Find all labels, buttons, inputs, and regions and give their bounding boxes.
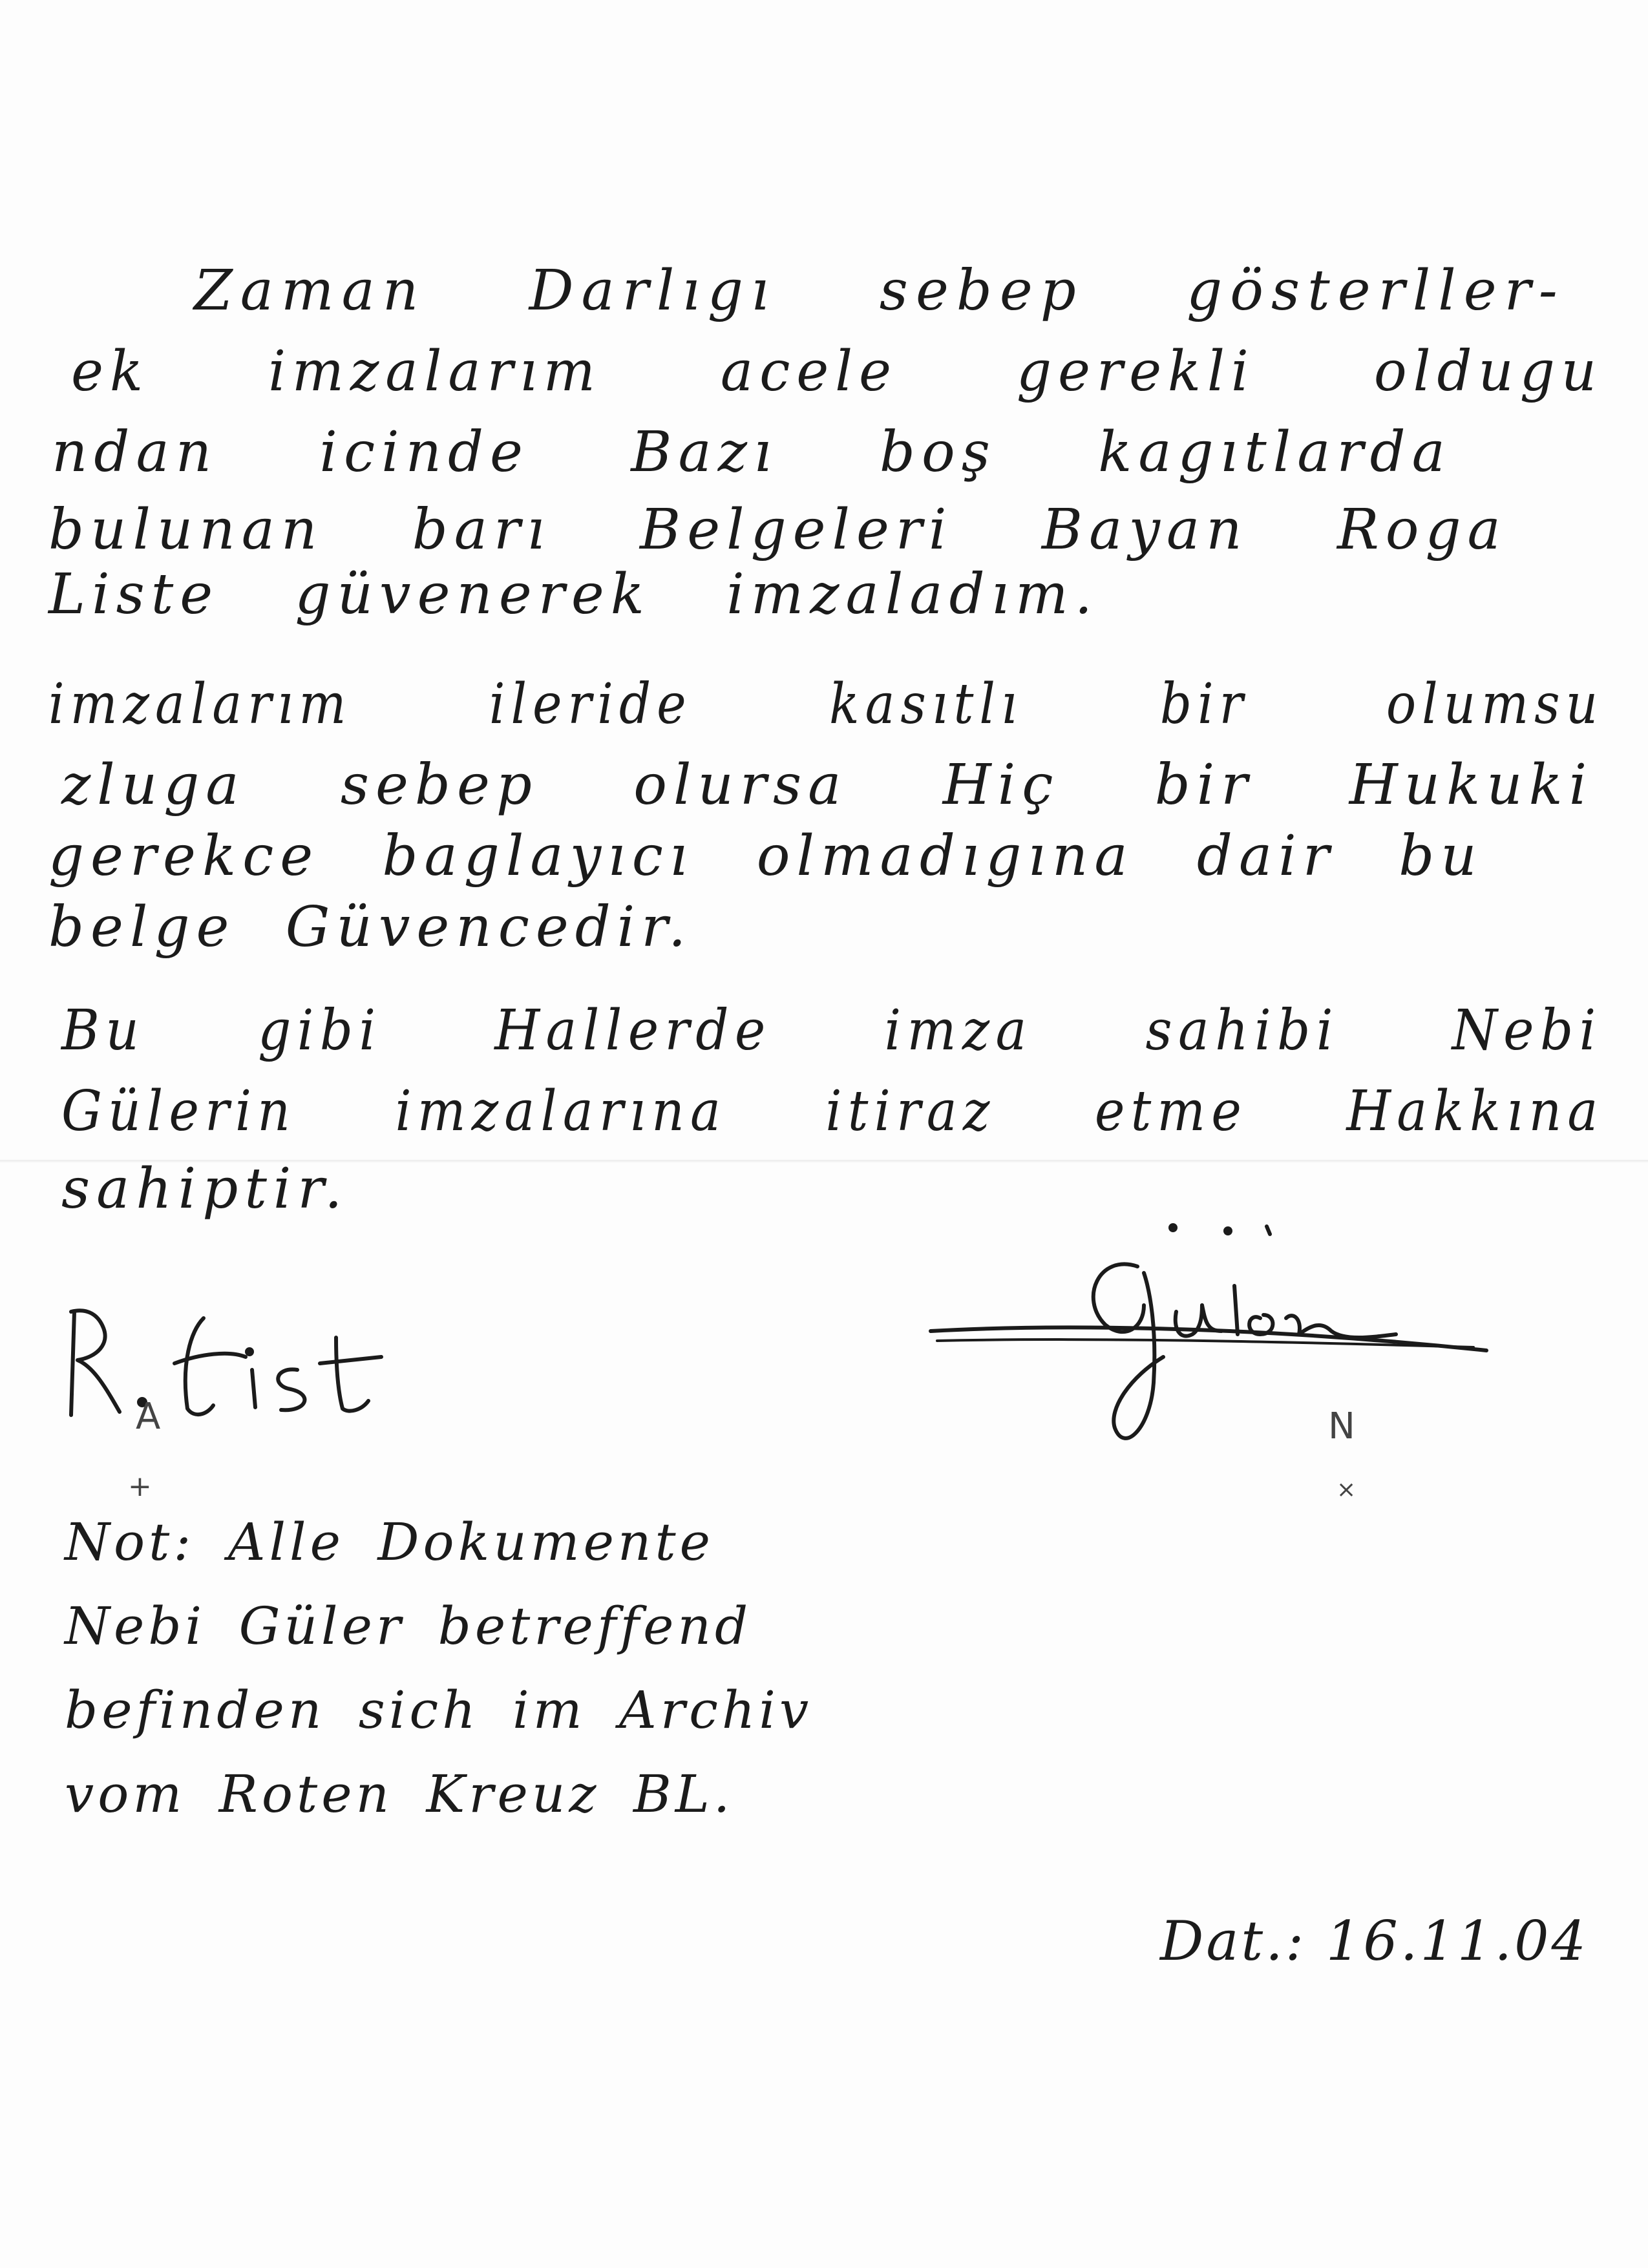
mark-plus: + <box>128 1470 152 1503</box>
paragraph2-line1: imzalarım ileride kasıtlı bir olumsu <box>48 672 1604 737</box>
paragraph2-line4: belge Güvencedir. <box>48 895 693 960</box>
mark-under-left-signature: A <box>136 1396 161 1438</box>
paragraph3-line3: sahiptir. <box>61 1157 349 1221</box>
note-line3: befinden sich im Archiv <box>65 1680 813 1740</box>
paragraph1-line2: ek imzalarım acele gerekli oldugu <box>71 339 1603 404</box>
signature-left <box>58 1292 420 1447</box>
paragraph1-line3: ndan icinde Bazı boş kagıtlarda <box>52 420 1452 485</box>
paragraph1-line4: bulunan barı Belgeleri Bayan Roga <box>48 498 1507 562</box>
paragraph2-line2: zluga sebep olursa Hiç bir Hukuki <box>61 753 1594 817</box>
paragraph2-line3: gerekce baglayıcı olmadıgına dair bu <box>48 824 1483 888</box>
mark-under-right-signature: N <box>1328 1405 1355 1447</box>
date-stamp: Dat.: 16.11.04 <box>1160 1909 1589 1973</box>
paragraph3-line1: Bu gibi Hallerde imza sahibi Nebi <box>61 998 1602 1063</box>
signature-right <box>918 1215 1499 1486</box>
note-line4: vom Roten Kreuz BL. <box>65 1764 734 1824</box>
paragraph1-line1: Zaman Darlıgı sebep gösterller- <box>194 258 1565 323</box>
note-line1: Not: Alle Dokumente <box>65 1512 714 1572</box>
paragraph3-line2: Gülerin imzalarına itiraz etme Hakkına <box>61 1079 1604 1144</box>
mark-x: × <box>1336 1476 1357 1503</box>
paragraph1-line5: Liste güvenerek imzaladım. <box>48 562 1099 627</box>
note-line2: Nebi Güler betreffend <box>65 1596 752 1656</box>
